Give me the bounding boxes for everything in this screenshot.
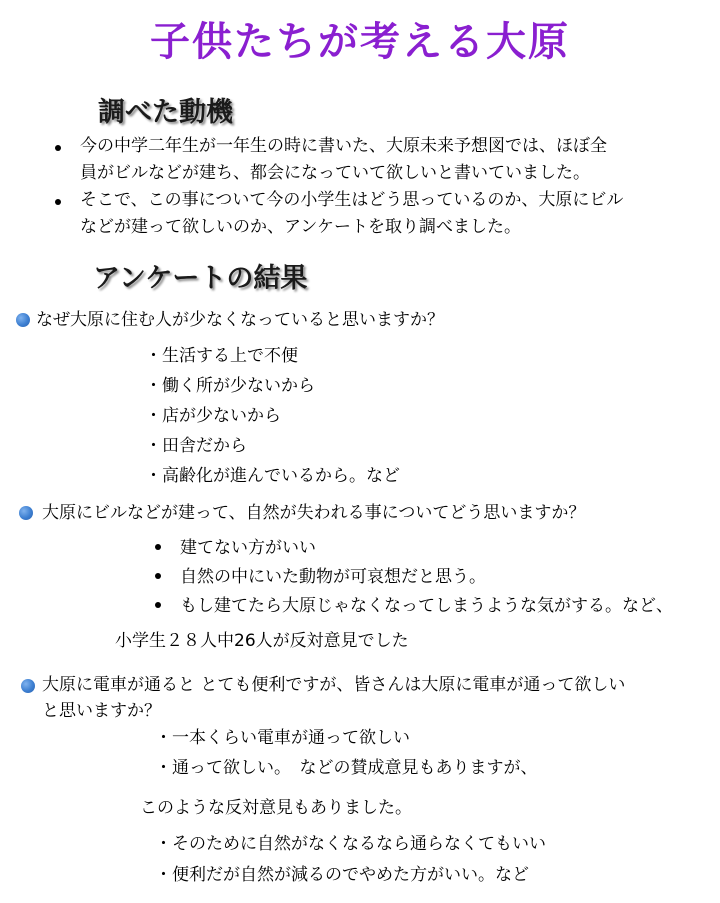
q3-opposing-1: ・そのために自然がなくなるなら通らなくてもいい [155,834,546,854]
question-bullet-icon [21,679,35,693]
bullet-dot-icon [55,145,61,151]
question-3-line-1: 大原に電車が通ると とても便利ですが、皆さんは大原に電車が通って欲しい [42,675,626,695]
question-bullet-icon [16,313,30,327]
q2-summary: 小学生２８人中26人が反対意見でした [115,631,409,651]
q3-transition: このような反対意見もありました。 [140,798,412,818]
q2-answer-1: 建てない方がいい [180,538,316,558]
bullet-dot-icon [55,199,61,205]
motivation-item-2 [80,187,623,241]
q3-answer-1: ・一本くらい電車が通って欲しい [155,728,410,748]
motivation-item-2-line-1: そこで、この事について今の小学生はどう思っているのか、大原にビル [80,190,624,210]
q1-answer-5: ・高齢化が進んでいるから。など [145,466,400,486]
question-1: なぜ大原に住む人が少なくなっていると思いますか？ [36,310,444,330]
motivation-item-2-line-2: などが建って欲しいのか、アンケートを取り調べました。 [80,217,521,237]
q3-opposing-2: ・便利だが自然が減るのでやめた方がいい。など [155,865,529,885]
motivation-item-1 [80,133,607,187]
q2-answer-3: もし建てたら大原じゃなくなってしまうような気がする。など、 [180,596,673,616]
bullet-dot-icon [155,573,161,579]
question-3-line-2: と思いますか？ [42,701,161,721]
motivation-heading: 調べた動機 [98,97,233,128]
q1-answer-4: ・田舎だから [145,436,247,456]
bullet-dot-icon [155,544,161,550]
bullet-dot-icon [155,602,161,608]
page-title: 子供たちが考える大原 [150,19,570,65]
motivation-item-1-line-1: 今の中学二年生が一年生の時に書いた、大原未来予想図では、ほぼ全 [80,136,607,156]
q3-answer-2: ・通って欲しい。 などの賛成意見もありますが、 [155,758,538,778]
question-3 [42,672,625,724]
q1-answer-2: ・働く所が少ないから [145,376,315,396]
q2-answer-2: 自然の中にいた動物が可哀想だと思う。 [180,567,486,587]
question-bullet-icon [19,506,33,520]
results-heading: アンケートの結果 [93,263,308,294]
question-2: 大原にビルなどが建って、自然が失われる事についてどう思いますか？ [42,503,586,523]
q1-answer-1: ・生活する上で不便 [145,346,298,366]
motivation-item-1-line-2: 員がビルなどが建ち、都会になっていて欲しいと書いていました。 [80,163,590,183]
q1-answer-3: ・店が少ないから [145,406,281,426]
